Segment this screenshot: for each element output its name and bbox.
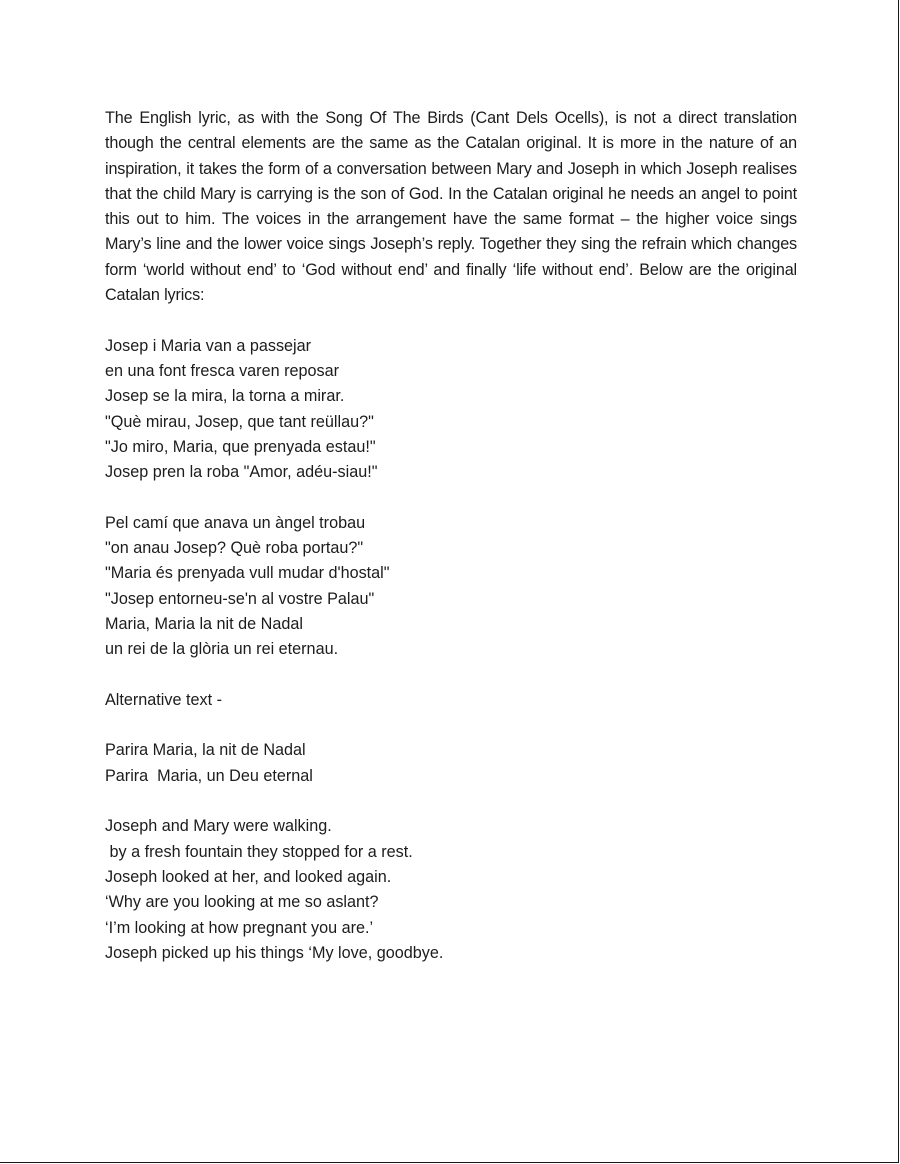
lyric-line: "on anau Josep? Què roba portau?" — [105, 539, 364, 558]
lyric-line: Parira Maria, un Deu eternal — [105, 766, 313, 785]
lyric-line: Maria, Maria la nit de Nadal — [105, 614, 303, 633]
lyric-line: Parira Maria, la nit de Nadal — [105, 741, 306, 760]
lyric-line: "Jo miro, Maria, que prenyada estau!" — [105, 437, 376, 456]
lyric-line: Josep se la mira, la torna a mirar. — [105, 387, 345, 406]
catalan-stanza-1 — [105, 334, 797, 486]
paragraph-gap — [105, 663, 797, 688]
intro-paragraph: The English lyric, as with the Song Of The Birds (Cant Dels Ocells), is not a direct translation though the central elements are the same as the Catalan original. It is more in the nature of an inspiration, it takes the form of a conversation between Mary and Joseph in which Joseph realises that the child Mary is carrying is the son of God. In the Catalan original he needs an angel to point this out to him. The voices in the arrangement have the same format – the higher voice sings Mary’s line and the lower voice sings Joseph’s reply. Together they sing the refrain which changes form ‘world without end’ to ‘God without end’ and finally ‘life without end’. Below are the original Catalan lyrics: — [105, 109, 797, 305]
lyric-line: by a fresh fountain they stopped for a rest. — [105, 842, 413, 861]
lyric-line: en una font fresca varen reposar — [105, 361, 339, 380]
lyric-line: Joseph and Mary were walking. — [105, 817, 332, 836]
lyric-line: Joseph picked up his things ‘My love, goodbye. — [105, 943, 444, 962]
alternative-text-label: Alternative text - — [105, 690, 222, 709]
lyric-line: un rei de la glòria un rei eternau. — [105, 640, 339, 659]
paragraph-gap — [105, 713, 797, 738]
lyric-line: ‘Why are you looking at me so aslant? — [105, 893, 379, 912]
catalan-alternative-stanza — [105, 738, 797, 789]
lyric-line: "Maria és prenyada vull mudar d'hostal" — [105, 564, 390, 583]
paragraph-gap — [105, 308, 797, 333]
paragraph-gap — [105, 789, 797, 814]
lyric-line: Joseph looked at her, and looked again. — [105, 867, 392, 886]
document-content — [105, 106, 797, 966]
lyric-line: "Què mirau, Josep, que tant reüllau?" — [105, 412, 374, 431]
english-translation-stanza — [105, 814, 797, 966]
lyric-line: Pel camí que anava un àngel trobau — [105, 513, 366, 532]
lyric-line: "Josep entorneu-se'n al vostre Palau" — [105, 589, 375, 608]
lyric-line: Josep pren la roba "Amor, adéu-siau!" — [105, 463, 378, 482]
lyric-line: Josep i Maria van a passejar — [105, 336, 312, 355]
catalan-stanza-2 — [105, 511, 797, 663]
lyric-line: ‘I’m looking at how pregnant you are.’ — [105, 918, 374, 937]
paragraph-gap — [105, 485, 797, 510]
